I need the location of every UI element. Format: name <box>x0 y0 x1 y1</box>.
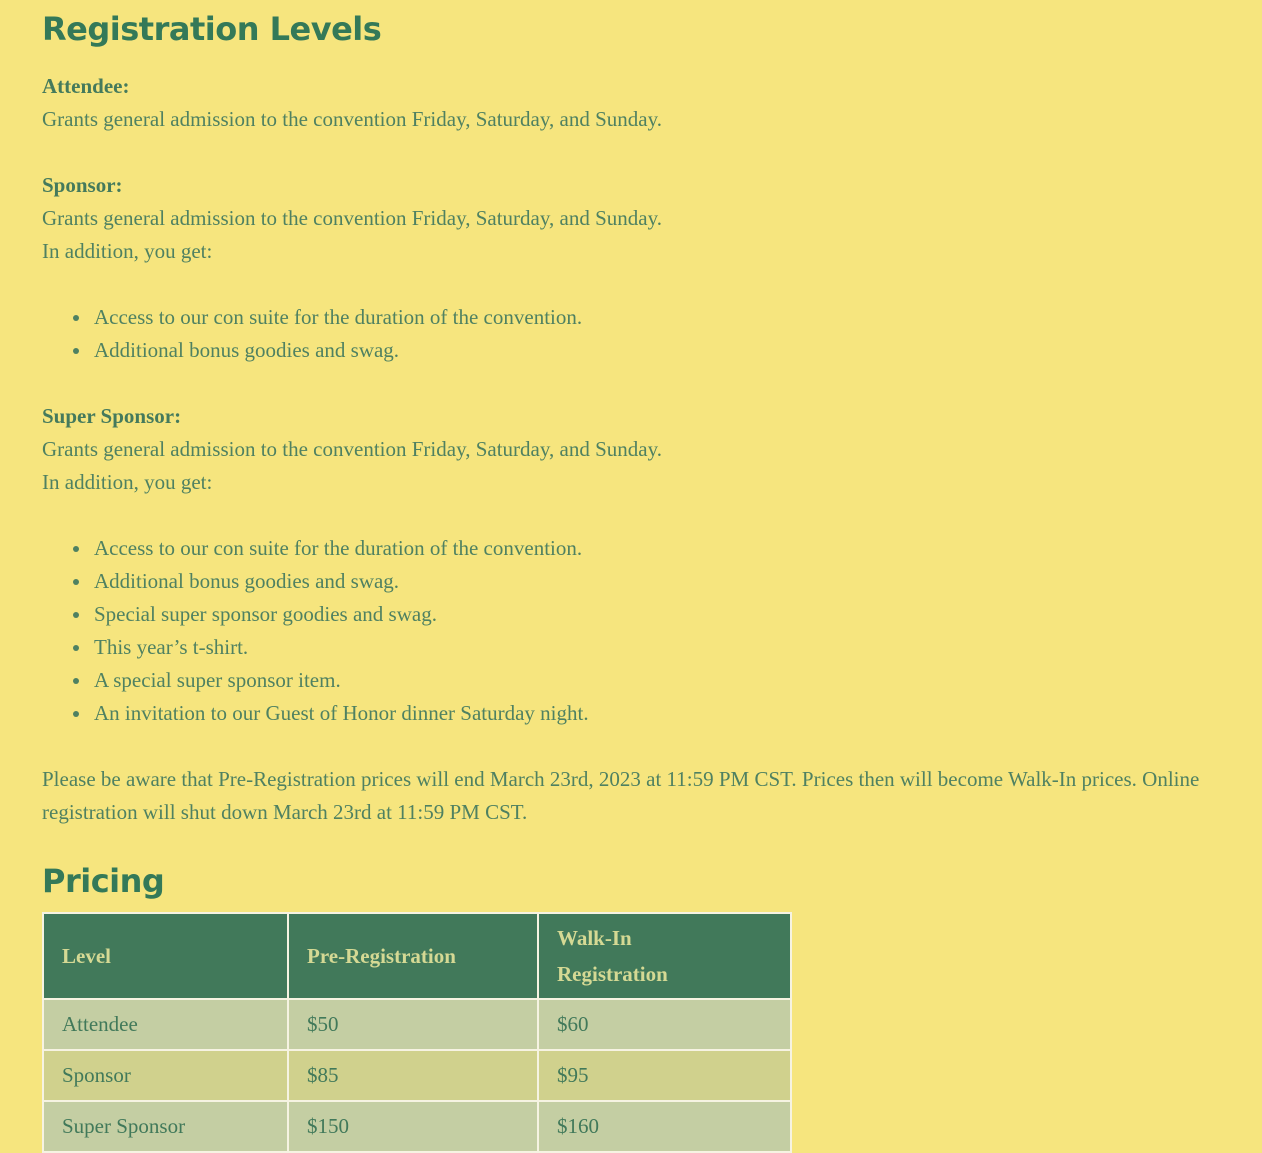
column-header-level: Level <box>43 913 288 999</box>
benefit-item: • An invitation to our Guest of Honor dinner Saturday night. <box>92 697 1218 730</box>
cell-pre-registration-price: $50 <box>288 999 538 1050</box>
benefit-item: • Special super sponsor goodies and swag. <box>92 598 1218 631</box>
sponsor-level <box>42 169 1218 268</box>
super-sponsor-description: Grants general admission to the convention Friday, Saturday, and Sunday. <box>42 437 662 461</box>
cell-pre-registration-price: $150 <box>288 1101 538 1152</box>
benefit-item: • Additional bonus goodies and swag. <box>92 334 1218 367</box>
registration-levels-section <box>42 10 1218 829</box>
cell-walk-in-price: $60 <box>538 999 791 1050</box>
sponsor-benefits-list <box>42 301 1218 367</box>
super-sponsor-description-addition: In addition, you get: <box>42 470 213 494</box>
column-header-walk-in-registration: Walk-In Registration <box>538 913 791 999</box>
table-row-super-sponsor <box>43 1101 791 1152</box>
sponsor-level-name: Sponsor: <box>42 173 123 197</box>
cell-walk-in-price: $95 <box>538 1050 791 1101</box>
sponsor-description: Grants general admission to the convention Friday, Saturday, and Sunday. <box>42 206 662 230</box>
sponsor-description-addition: In addition, you get: <box>42 239 213 263</box>
registration-notice: Please be aware that Pre-Registration prices will end March 23rd, 2023 at 11:59 PM CST. Prices then will become Walk-In prices. Online registration will shut down March 23rd at 11:59 PM CST. <box>42 767 1200 824</box>
table-row-sponsor <box>43 1050 791 1101</box>
attendee-level <box>42 70 1218 136</box>
cell-walk-in-price: $160 <box>538 1101 791 1152</box>
pricing-table-header-row <box>43 913 791 999</box>
cell-pre-registration-price: $85 <box>288 1050 538 1101</box>
pricing-heading: Pricing <box>42 862 165 900</box>
benefit-item: • Access to our con suite for the duration of the convention. <box>92 301 1218 334</box>
registration-levels-heading: Registration Levels <box>42 10 382 48</box>
benefit-item: • Additional bonus goodies and swag. <box>92 565 1218 598</box>
benefit-item: • This year’s t-shirt. <box>92 631 1218 664</box>
benefit-item: • A special super sponsor item. <box>92 664 1218 697</box>
cell-level: Attendee <box>43 999 288 1050</box>
attendee-description: Grants general admission to the convention Friday, Saturday, and Sunday. <box>42 107 662 131</box>
pricing-section <box>42 862 1218 1153</box>
benefit-item: • Access to our con suite for the duration of the convention. <box>92 532 1218 565</box>
super-sponsor-level-name: Super Sponsor: <box>42 404 182 428</box>
pricing-table <box>42 912 792 1153</box>
column-header-pre-registration: Pre-Registration <box>288 913 538 999</box>
cell-level: Sponsor <box>43 1050 288 1101</box>
cell-level: Super Sponsor <box>43 1101 288 1152</box>
attendee-level-name: Attendee: <box>42 74 130 98</box>
super-sponsor-benefits-list <box>42 532 1218 730</box>
table-row-attendee <box>43 999 791 1050</box>
super-sponsor-level <box>42 400 1218 499</box>
